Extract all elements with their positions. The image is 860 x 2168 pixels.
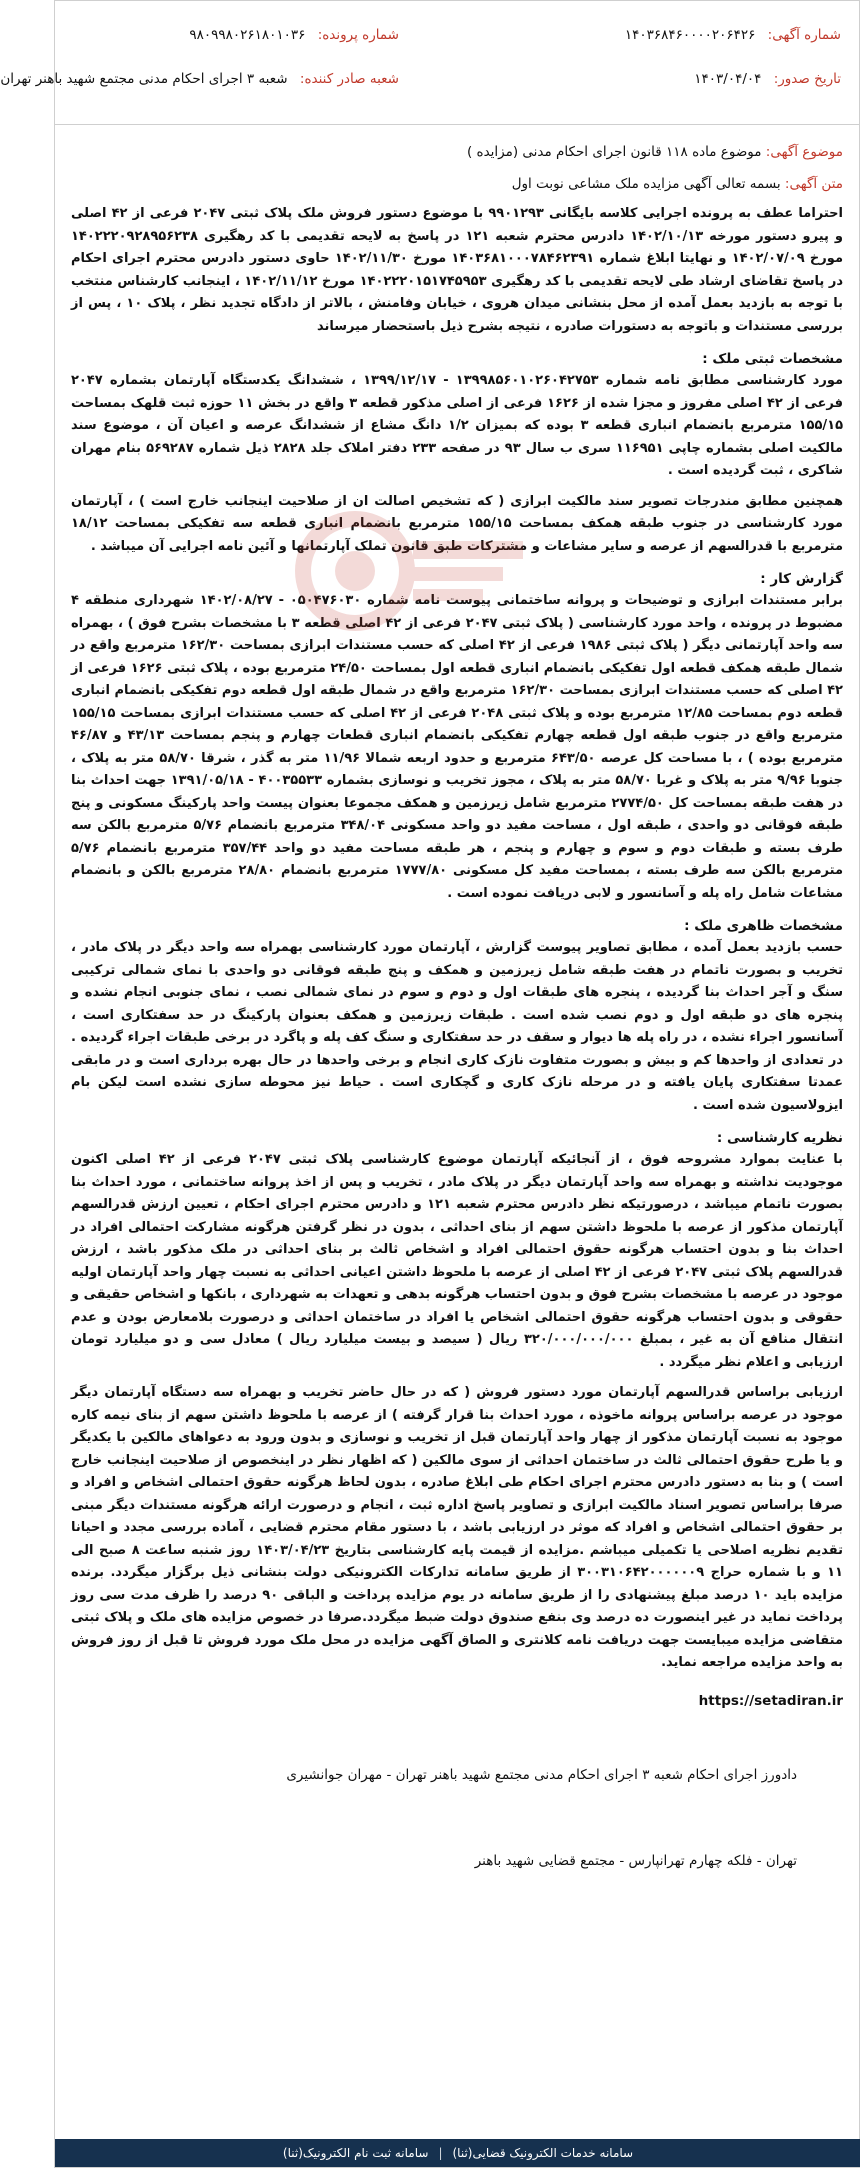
expert-opinion-section-title: نظریه کارشناسی : (716, 1130, 843, 1146)
closing-paragraph: ارزیابی براساس قدرالسهم آپارتمان مورد دستور فروش ( که در حال حاضر تخریب و بهمراه سه دستگاه آپارتمان دیگر موجود در عرصه براساس پروانه ماخوذه ، مورد احداث بنا قرار گرفته ) از عرصه با ملحوظ داشتن سهم از بنای نیمه کاره موجود به نسبت آپارتمان مذکور از چهار واحد آپارتمان قبل از تخریب و نوسازی و بدون ورود به دعواهای مالکین با یکدیگر و یا طرح حقوق احتمالی ثالث در ساختمان احداثی از سوی مالکین ( که اظهار نظر در اینخصوص از صلاحیت اینجانب خارج است ) و بنا به دستور دادرس محترم اجرای احکام طی ابلاغ صادره ، بدون لحاظ هرگونه حقوق احتمالی اشخاص و افراد و صرفا براساس تصویر اسناد مالکیت ابرازی و تصاویر پاسخ اداره ثبت ، انجام و درصورت ارائه هرگونه مستندات دیگر مبنی بر حقوق احتمالی اشخاص و افراد که موثر در ارزیابی باشد ، با دستور مقام محترم قضایی ، آماده بررسی مجدد و احیانا تقدیم نظریه اصلاحی یا تکمیلی میباشم .مزایده از قیمت پایه کارشناسی بتاریخ ۱۴۰۳/۰۴/۲۳ روز شنبه ساعت ۸ صبح الی ۱۱ و با شماره حراج ۳۰۰۳۱۰۶۴۲۰۰۰۰۰۰۹ از طریق سامانه تدارکات الکترونیکی دولت بنشانی ذیل برگزار میگردد. برنده مزایده باید ۱۰ درصد مبلغ پیشنهادی را از طریق سامانه در یوم مزایده پرداخت و الباقی ۹۰ درصد را ظرف مدت سی روز پرداخت نماید در غیر اینصورت ده درصد وی بنفع صندوق دولت ضبط میگردد.صرفا در خصوص مزایده های ملک و پلاک ثبتی متقاضی مزایده میبایست جهت دریافت نامه کلانتری و الصاق آگهی مزایده در محل ملک مورد فروش تا قبل از روز فروش به واحد مزایده مراجعه نماید. (71, 1385, 843, 1670)
issue-date-value: ۱۴۰۳/۰۴/۰۴ (694, 71, 762, 87)
ad-number-label: شماره آگهی: (767, 27, 841, 43)
case-number-value: ۹۸۰۹۹۸۰۲۶۱۸۰۱۰۳۶ (189, 27, 306, 43)
issue-date-label: تاریخ صدور: (773, 71, 841, 87)
notice-content (55, 125, 859, 1869)
ad-number-value: ۱۴۰۳۶۸۴۶۰۰۰۰۲۰۶۴۲۶ (624, 27, 756, 43)
footer-separator: | (438, 2146, 443, 2160)
subject-label: موضوع آگهی: (765, 144, 843, 160)
issuing-branch-label: شعبه صادر کننده: (299, 71, 399, 87)
appearance-paragraph: حسب بازدید بعمل آمده ، مطابق تصاویر پیوست گزارش ، آپارتمان مورد کارشناسی بهمراه سه واحد دیگر در پلاک مادر ، تخریب و بصورت ناتمام در هفت طبقه شامل زیرزمین و همکف و پنج طبقه فوقانی دو واحدی با نمای شمالی ترکیبی سنگ و آجر احداث بنا گردیده ، پنجره های طبقات اول و دوم و سوم در نمای شمالی نصب ، نمای جنوبی انجام نشده و پنجره های دو طبقه اول و دوم نصب شده است . طبقات زیرزمین و همکف بعنوان پارکینگ در حد سفتکاری است ، آسانسور اجراء نشده ، در راه پله ها دیوار و سقف در حد سفتکاری و سنگ کف پله و پاگرد در برخی طبقات اجراء گردیده . در تعدادی از واحدها کم و بیش و بصورت متفاوت نازک کاری انجام و برخی واحدها در حال بهره برداری است و در مابقی عمدتا سفتکاری پایان یافته و در مرحله نازک کاری و گچکاری است . حیاط نیز محوطه سازی نشده است لیکن بام ایزولاسیون شده است . (71, 940, 843, 1113)
subject-text: موضوع ماده ۱۱۸ قانون اجرای احکام مدنی (مزایده ) (466, 144, 762, 160)
body-title-label: متن آگهی: (784, 176, 843, 192)
footer-link-sana-registration[interactable]: سامانه ثبت نام الکترونیک(ثنا) (282, 2146, 429, 2160)
notice-header (0, 1, 859, 125)
body-title-text: بسمه تعالی آگهی مزایده ملک مشاعی نوبت اول (511, 176, 781, 192)
registry-paragraph-2: همچنین مطابق مندرجات تصویر سند مالکیت ابرازی ( که تشخیص اصالت ان از صلاحیت اینجانب خارج است ) ، آپارتمان مورد کارشناسی در جنوب طبقه همکف بمساحت ۱۵۵/۱۵ مترمربع بانضمام انباری قطعه سه تفکیکی بمساحت ۱۸/۱۲ مترمربع با قدرالسهم از عرصه و سایر مشاعات و مشترکات طبق قانون تملک آپارتمانها و آئین نامه اجرایی آن میباشد . (71, 493, 843, 554)
footer-bar (55, 2139, 860, 2167)
report-section-title: گزارش کار : (760, 571, 843, 587)
issuing-branch-value: شعبه ۳ اجرای احکام مدنی مجتمع شهید باهنر تهران (0, 71, 288, 87)
body-title-line (71, 173, 843, 195)
setadiran-link[interactable]: https://setadiran.ir (698, 1692, 843, 1709)
signature-address: تهران - فلکه چهارم تهرانپارس - مجتمع قضایی شهید باهنر (474, 1852, 797, 1869)
case-number-label: شماره پرونده: (317, 27, 399, 43)
intro-paragraph: احتراما عطف به پرونده اجرایی کلاسه بایگانی ۹۹۰۱۲۹۳ با موضوع دستور فروش ملک پلاک ثبتی ۲۰۴۷ فرعی از ۴۲ اصلی و پیرو دستور مورخه ۱۴۰۲/۱۰/۱۳ دادرس محترم شعبه ۱۲۱ در پاسخ به لایحه تقدیمی با کد رهگیری ۱۴۰۲۲۲۰۹۲۸۹۵۶۲۳۸ مورخ ۱۴۰۲/۰۷/۰۹ و نهایتا ابلاغ شماره ۱۴۰۳۶۸۱۰۰۰۷۸۴۶۲۳۹۱ مورخ ۱۴۰۲/۱۱/۳۰ حاوی دستور دادرس محترم اجرای احکام در پاسخ تقاضای ارشاد طی لایحه تقدیمی با کد رهگیری ۱۴۰۲۲۲۰۱۵۱۷۴۵۹۵۳ مورخ ۱۴۰۲/۱۱/۱۲ ، اینجانب کارشناس منتخب با توجه به بازدید بعمل آمده از محل بنشانی میدان هروی ، خیابان وفامنش ، بالاتر از دادگاه تجدید نظر ، پلاک ۱۰ ، پس از بررسی مستندات و باتوجه به دستورات صادره ، نتیجه بشرح ذیل باستحضار میرساند (71, 206, 843, 334)
signature-officer: دادورز اجرای احکام شعبه ۳ اجرای احکام مدنی مجتمع شهید باهنر تهران - مهران جوانشیری (286, 1766, 797, 1783)
registry-section-title: مشخصات ثبتی ملک : (702, 351, 843, 367)
footer-link-sana-services[interactable]: سامانه خدمات الکترونیک قضایی(ثنا) (452, 2146, 634, 2160)
report-paragraph: برابر مستندات ابرازی و توضیحات و پروانه ساختمانی پیوست نامه شماره ۰۵۰۴۷۶۰۳۰ - ۱۴۰۲/۰۸/۲۷ شهرداری منطقه ۴ مضبوط در پرونده ، واحد مورد کارشناسی ( پلاک ثبتی ۲۰۴۷ فرعی از ۴۲ اصلی قطعه ۳ با مشخصات بشرح فوق ) ، بهمراه سه واحد آپارتمانی دیگر ( پلاک ثبتی ۱۹۸۶ فرعی از ۴۲ اصلی که حسب مستندات ابرازی بمساحت ۱۶۲/۳۰ مترمربع واقع در شمال طبقه همکف قطعه اول تفکیکی بانضمام انباری قطعه اول بمساحت ۲۴/۵۰ مترمربع بوده ، پلاک ثبتی ۱۶۲۶ فرعی از ۴۲ اصلی که حسب مستندات ابرازی بمساحت ۱۶۲/۳۰ مترمربع واقع در شمال طبقه اول قطعه دوم تفکیکی بانضمام انباری قطعه دوم بمساحت ۱۲/۸۵ مترمربع بوده و پلاک ثبتی ۲۰۴۸ فرعی از ۴۲ اصلی که حسب مستندات ابرازی بمساحت ۱۵۵/۱۵ مترمربع واقع در جنوب طبقه اول قطعه چهارم تفکیکی بانضمام انباری قطعات چهارم و پنجم بمساحت ۴۳/۱۳ و ۴۶/۸۷ مترمربع بوده ) ، با مساحت کل عرصه ۶۴۳/۵۰ مترمربع و حدود اربعه شمالا ۱۱/۹۶ متر به گذر ، شرقا ۵۸/۷۰ متر به پلاک ، جنوبا ۹/۹۶ متر به پلاک و غربا ۵۸/۷۰ متر به پلاک ، مجوز تخریب و نوسازی بشماره ۴۰۰۳۵۵۳۳ - ۱۳۹۱/۰۵/۱۸ جهت احداث بنا در هفت طبقه بمساحت کل ۲۷۷۴/۵۰ مترمربع شامل زیرزمین و همکف مجموعا بعنوان پیست واحد پارکینگ مسکونی و پنج طبقه فوقانی دو واحدی ، طبقه اول ، مساحت مفید دو واحد مسکونی ۳۴۸/۰۴ مترمربع بانضمام ۵/۷۶ مترمربع بالکن سه طرف بسته و طبقات دوم و سوم و چهارم و پنجم ، هر طبقه مساحت مفید دو واحد ۳۵۷/۴۴ مترمربع بانضمام ۵/۷۶ مترمربع بالکن سه طرف بسته ، بمساحت مفید کل مسکونی ۱۷۷۷/۸۰ مترمربع بانضمام ۲۸/۸۰ مترمربع بالکن و بانضمام مشاعات شامل راه پله و آسانسور و لابی دریافت نموده است . (71, 593, 844, 901)
issue-date-row (694, 69, 841, 89)
expert-opinion-paragraph: با عنایت بموارد مشروحه فوق ، از آنجائیکه آپارتمان موضوع کارشناسی پلاک ثبتی ۲۰۴۷ فرعی از ۴۲ اصلی اکنون موجودیت نداشته و بهمراه سه واحد آپارتمان دیگر در پلاک مادر ، تخریب و پس از اخذ پروانه ساختمانی ، مورد احداث بنا بصورت ناتمام میباشد ، درصورتیکه نظر دادرس محترم شعبه ۱۲۱ و دادرس محترم اجرای احکام ، تعیین ارزش قدرالسهم آپارتمان مذکور از عرصه با ملحوظ داشتن سهم از بنای احداثی ، بدون در نظر گرفتن هرگونه مشارکت احتمالی افراد در احداث بنا و بدون احتساب هرگونه حقوق احتمالی افراد و اشخاص ثالث بر بنای احداثی در ملک مذکور باشد ، ارزش قدرالسهم پلاک ثبتی ۲۰۴۷ فرعی از ۴۲ اصلی از عرصه با ملحوظ داشتن اعیانی احداثی به نسبت چهار واحد آپارتمان اولیه موجود در عرصه با مشخصات بشرح فوق و بدون احتساب هرگونه بدهی و تعهدات به شهرداری ، بانکها و اشخاص حقیقی و حقوقی و بدون احتساب هرگونه حقوق احتمالی اشخاص یا افراد در ساختمان احداثی و درصورت بلامعارض بودن و عدم انتقال منافع آن به غیر ، بمبلغ ۳۲۰/۰۰۰/۰۰۰/۰۰۰ ریال ( سیصد و بیست میلیارد ریال ) معادل سی و دو میلیارد تومان ارزیابی و اعلام نظر میگردد . (71, 1152, 843, 1370)
issuing-branch-row (0, 69, 399, 89)
appearance-section-title: مشخصات ظاهری ملک : (684, 918, 843, 934)
ad-number-row (625, 25, 841, 45)
subject-line (71, 141, 843, 163)
case-number-row (189, 25, 399, 45)
registry-paragraph-1: مورد کارشناسی مطابق نامه شماره ۱۳۹۹۸۵۶۰۱۰۲۶۰۴۲۷۵۳ - ۱۳۹۹/۱۲/۱۷ ، ششدانگ یکدستگاه آپارتمان بشماره ۲۰۴۷ فرعی از ۴۲ اصلی مفروز و مجزا شده از ۱۶۲۶ فرعی از اصلی مذکور قطعه ۳ واقع در بخش ۱۱ حوزه ثبت قلهک بمساحت ۱۵۵/۱۵ مترمربع بانضمام انباری قطعه ۳ بوده که بمیزان ۱/۲ دانگ مشاع از ششدانگ عرصه و اعیان آن ، موضوع سند مالکیت اصلی بشماره چاپی ۱۱۶۹۵۱ سری ب سال ۹۳ در صفحه ۲۳۳ دفتر املاک جلد ۲۸۲۸ ذیل شماره ۵۶۹۲۸۷ بنام مهران شاکری ، ثبت گردیده است . (71, 373, 844, 478)
